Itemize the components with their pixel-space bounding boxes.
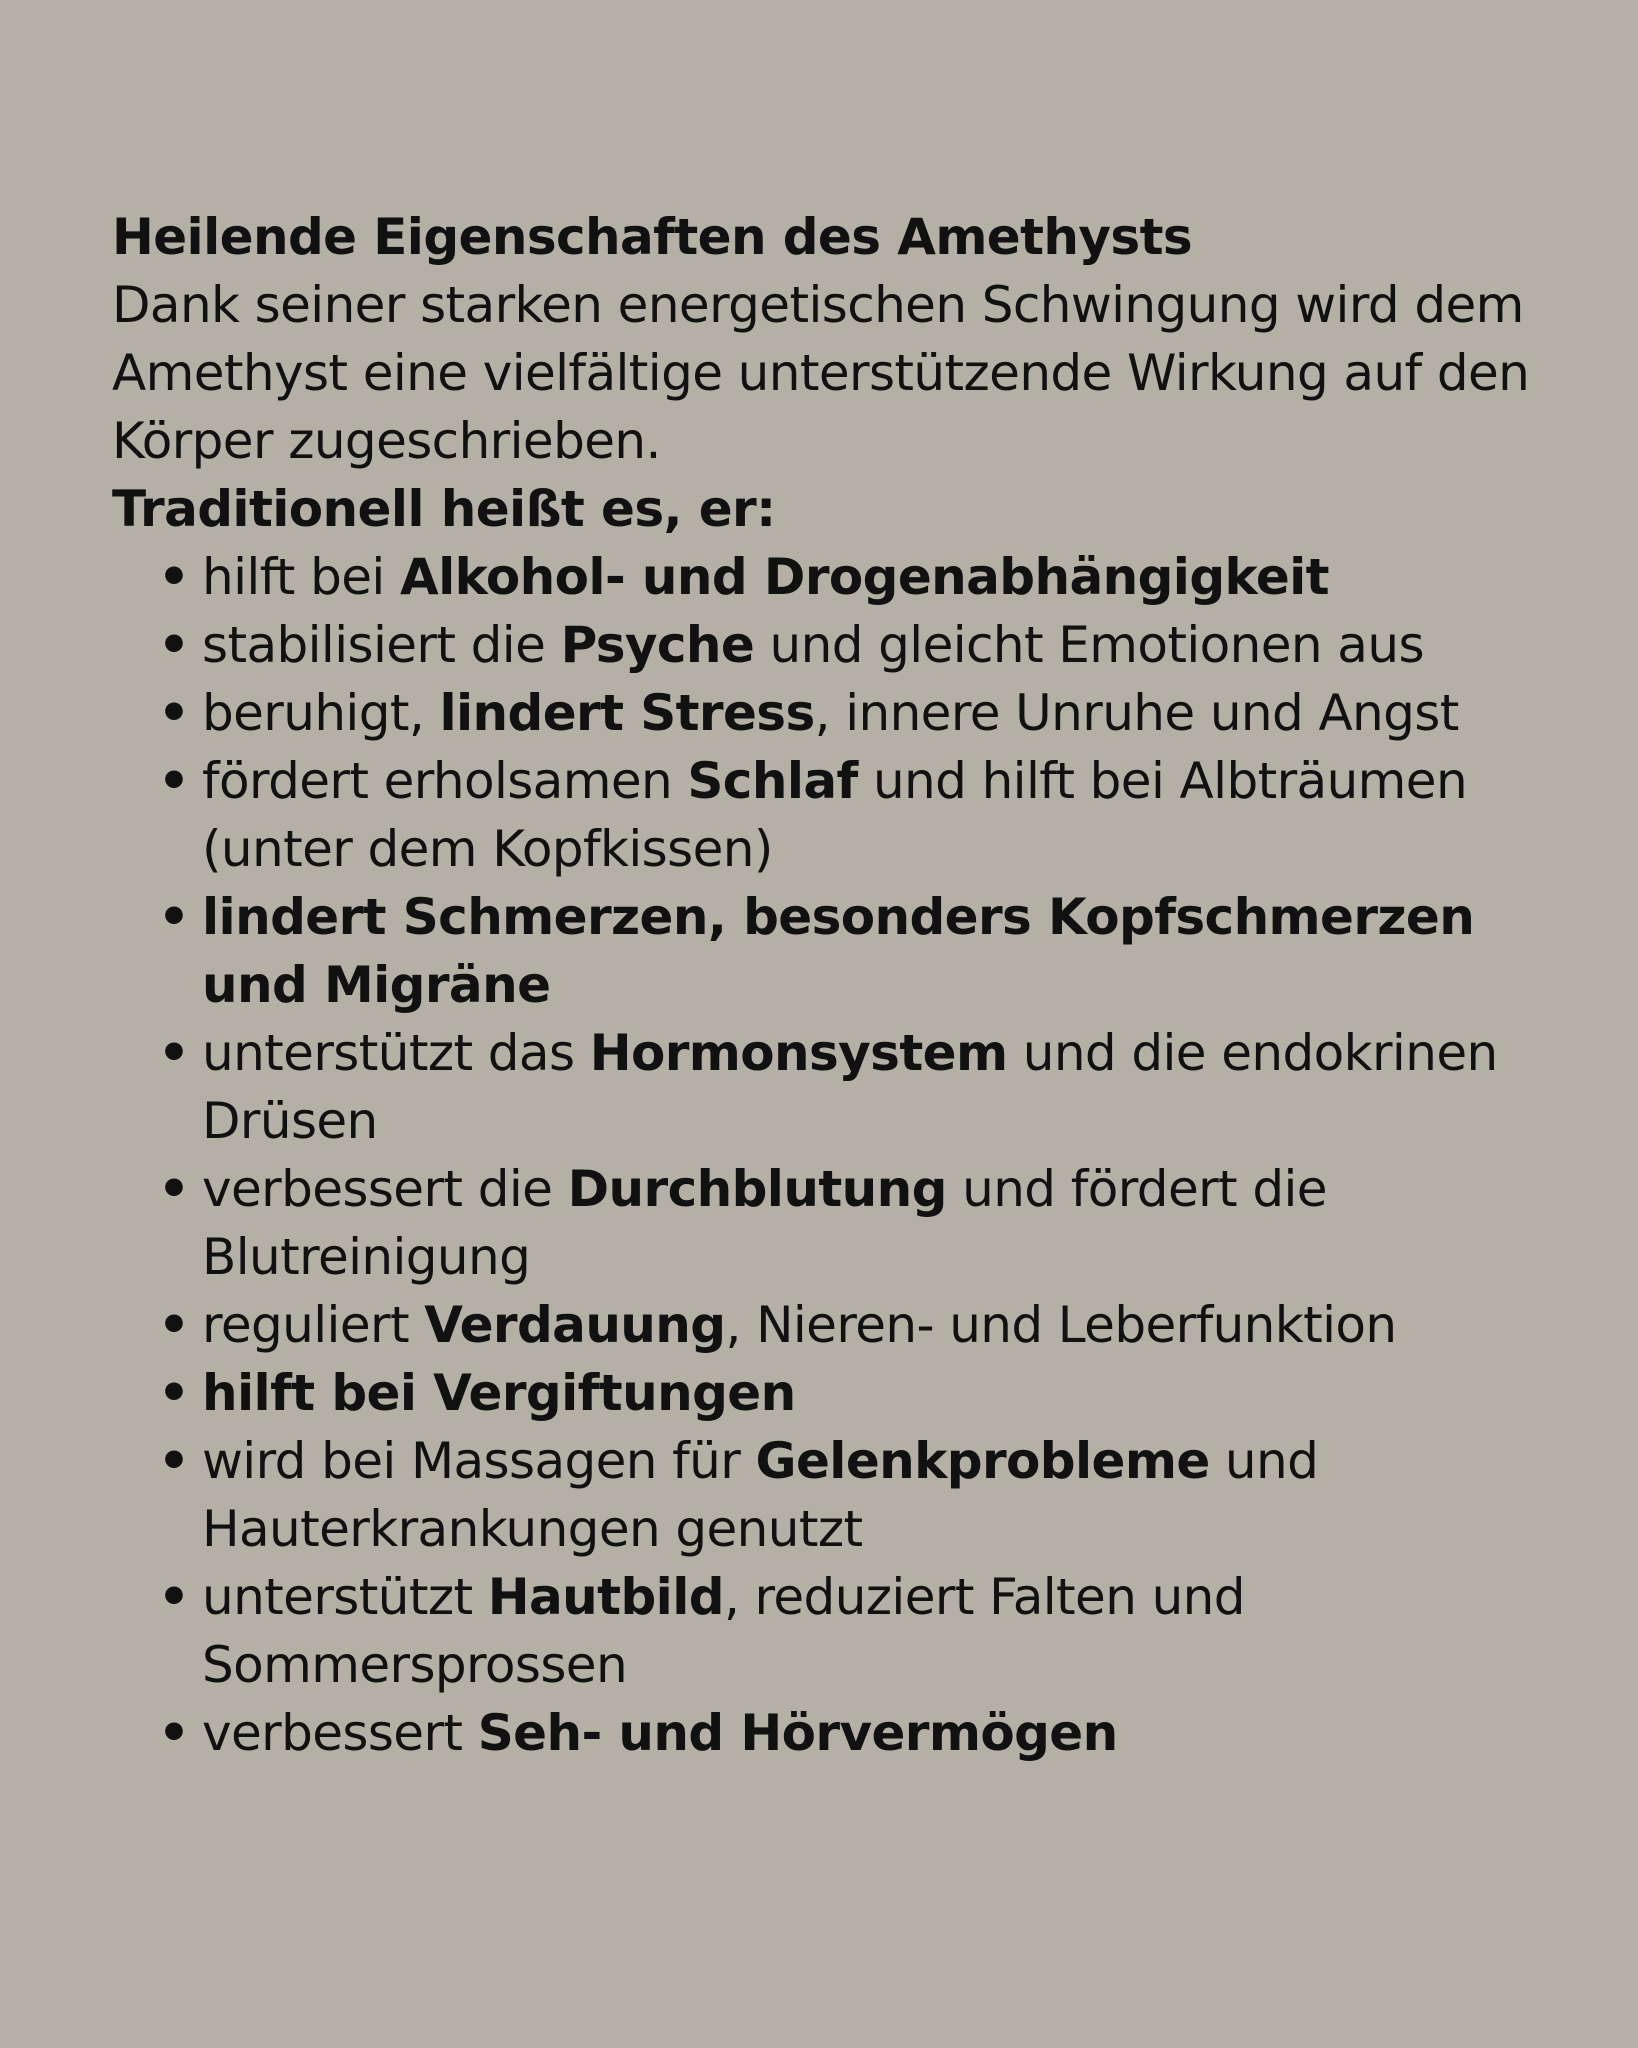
item-text: fördert erholsamen — [202, 752, 688, 810]
item-text: unterstützt das — [202, 1024, 590, 1082]
item-text: verbessert — [202, 1704, 478, 1762]
list-item — [112, 1563, 1552, 1699]
item-text: verbessert die — [202, 1160, 568, 1218]
item-emphasis: Gelenkprobleme — [755, 1432, 1210, 1490]
item-emphasis: lindert Schmerzen, besonders Kopfschmerzen und Migräne — [202, 888, 1475, 1014]
list-item — [112, 747, 1552, 883]
item-text: und hilft bei Albträumen (unter dem Kopfkissen) — [202, 752, 1468, 878]
item-emphasis: Psyche — [560, 616, 755, 674]
bullet-icon: • — [158, 1296, 190, 1354]
text-block — [112, 203, 1552, 1767]
bullet-icon: • — [158, 1704, 190, 1762]
item-emphasis: hilft bei Vergiftungen — [202, 1364, 796, 1422]
list-item — [112, 679, 1552, 747]
item-text: hilft bei — [202, 548, 400, 606]
list-item — [112, 1019, 1552, 1155]
item-emphasis: Alkohol- und Drogenabhängigkeit — [399, 548, 1329, 606]
item-emphasis: Schlaf — [687, 752, 858, 810]
item-text: , innere Unruhe und Angst — [814, 684, 1459, 742]
item-text: und Hauterkrankungen genutzt — [202, 1432, 1319, 1558]
item-text: und gleicht Emotionen aus — [754, 616, 1424, 674]
list-item — [112, 1699, 1552, 1767]
bullet-icon: • — [158, 684, 190, 742]
properties-list — [112, 543, 1552, 1767]
item-text: reguliert — [202, 1296, 425, 1354]
item-text: wird bei Massagen für — [202, 1432, 756, 1490]
item-text: stabilisiert die — [202, 616, 561, 674]
bullet-icon: • — [158, 1024, 190, 1082]
item-emphasis: lindert Stress — [439, 684, 815, 742]
list-item — [112, 883, 1552, 1019]
item-text: , Nieren- und Leberfunktion — [725, 1296, 1397, 1354]
list-lead: Traditionell heißt es, er: — [112, 480, 776, 538]
list-item — [112, 543, 1552, 611]
intro-paragraph: Dank seiner starken energetischen Schwingung wird dem Amethyst eine vielfältige unterstützende Wirkung auf den Körper zugeschrieben. — [112, 276, 1530, 470]
item-emphasis: Verdauung — [424, 1296, 726, 1354]
bullet-icon: • — [158, 548, 190, 606]
bullet-icon: • — [158, 888, 190, 946]
item-text: beruhigt, — [202, 684, 440, 742]
item-text: , reduziert Falten und Sommersprossen — [202, 1568, 1245, 1694]
list-item — [112, 1427, 1552, 1563]
bullet-icon: • — [158, 1568, 190, 1626]
item-emphasis: Hormonsystem — [589, 1024, 1008, 1082]
list-item — [112, 1155, 1552, 1291]
bullet-icon: • — [158, 1364, 190, 1422]
item-emphasis: Hautbild — [487, 1568, 724, 1626]
list-item — [112, 1359, 1552, 1427]
item-text: unterstützt — [202, 1568, 488, 1626]
list-item — [112, 1291, 1552, 1359]
bullet-icon: • — [158, 752, 190, 810]
bullet-icon: • — [158, 1160, 190, 1218]
list-item — [112, 611, 1552, 679]
item-text: und fördert die Blutreinigung — [202, 1160, 1327, 1286]
item-emphasis: Durchblutung — [567, 1160, 947, 1218]
item-emphasis: Seh- und Hörvermögen — [477, 1704, 1118, 1762]
item-text: und die endokrinen Drüsen — [202, 1024, 1498, 1150]
heading: Heilende Eigenschaften des Amethysts — [112, 208, 1193, 266]
bullet-icon: • — [158, 616, 190, 674]
bullet-icon: • — [158, 1432, 190, 1490]
